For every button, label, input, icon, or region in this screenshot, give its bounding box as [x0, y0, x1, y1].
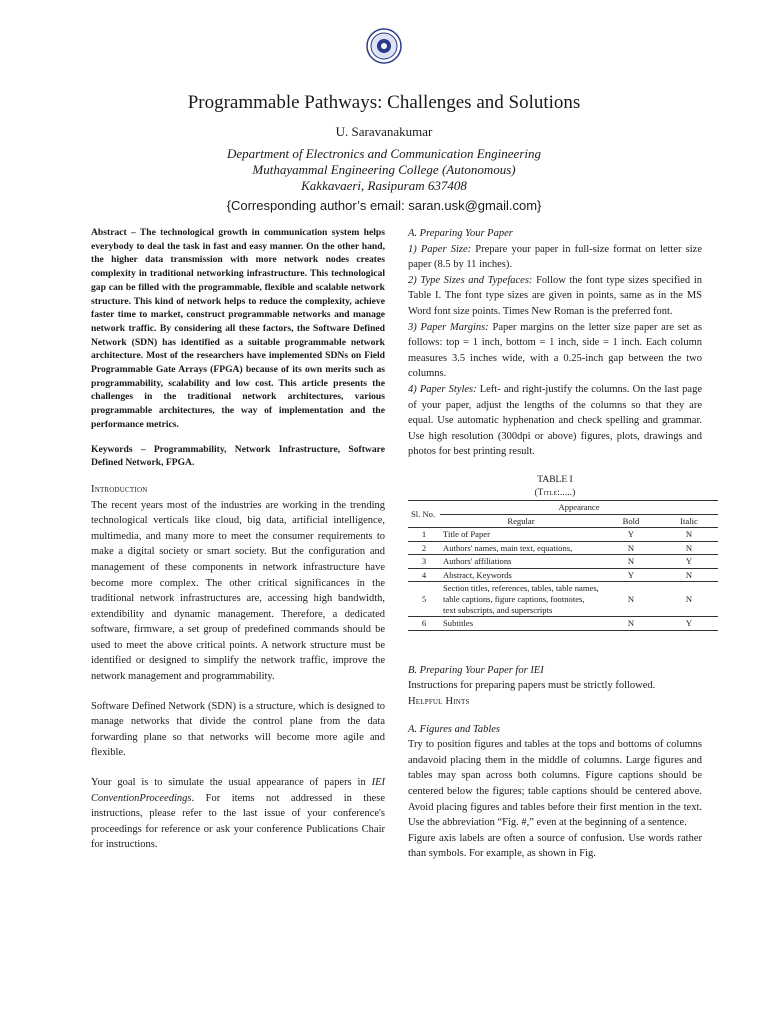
table-caption: TABLE I: [537, 474, 573, 485]
type-sizes-label: 2) Type Sizes and Typefaces:: [408, 274, 533, 286]
intro-p3-emphasis: IEI ConventionProceedings: [91, 777, 385, 804]
table-row: [408, 528, 718, 542]
table-cell-bold: N: [602, 617, 660, 631]
font-spec-table: [408, 500, 718, 631]
intro-paragraph-3: [91, 775, 385, 853]
paper-styles-label: 4) Paper Styles:: [408, 383, 477, 395]
table-head-italic: Italic: [660, 514, 718, 528]
table-cell-bold: N: [602, 541, 660, 555]
table-cell-bold: N: [602, 582, 660, 617]
paper-size-text: Prepare your paper in full-size format on letter size paper (8.5 by 11 inches).: [408, 243, 702, 271]
table-cell-bold: Y: [602, 528, 660, 542]
paper-margins-label: 3) Paper Margins:: [408, 321, 489, 333]
paper-margins-paragraph: [408, 320, 702, 382]
type-sizes-paragraph: [408, 273, 702, 320]
paper-size-paragraph: [408, 242, 702, 273]
table-cell-regular: Authors' names, main text, equations,: [440, 541, 602, 555]
section-b-text: Instructions for preparing papers must be strictly followed.: [408, 680, 656, 692]
table-cell-italic: Y: [660, 617, 718, 631]
table-cell-regular: Authors' affiliations: [440, 555, 602, 569]
table-cell-sl: 4: [408, 568, 440, 582]
intro-p3-start: Your goal is to simulate the usual appearance of papers in: [91, 777, 372, 789]
introduction-heading: Introduction: [91, 483, 148, 495]
left-column: [91, 226, 385, 853]
table-cell-sl: 1: [408, 528, 440, 542]
helpful-hints-heading: Helpful Hints: [408, 696, 470, 708]
table-cell-regular: Title of Paper: [440, 528, 602, 542]
affiliation-line: Muthayammal Engineering College (Autonomous): [252, 162, 516, 177]
paper-size-label: 1) Paper Size:: [408, 243, 472, 255]
intro-p3-end: . For items not addressed in these instructions, please refer to the last issue of your conference's proceedings for reference or ask your conference Publications Chair for instructions.: [91, 792, 385, 851]
table-head-sl: Sl. No.: [408, 500, 440, 527]
table-cell-sl: 2: [408, 541, 440, 555]
table-head-bold: Bold: [602, 514, 660, 528]
affiliation-line: Department of Electronics and Communication Engineering: [227, 146, 541, 161]
table-cell-regular: Abstract, Keywords: [440, 568, 602, 582]
table-cell-sl: 5: [408, 582, 440, 617]
keywords: Keywords – Programmability, Network Infrastructure, Software Defined Network, FPGA.: [91, 443, 385, 469]
table-row: [408, 541, 718, 555]
institution-seal-icon: [366, 28, 402, 64]
right-column: [408, 226, 702, 862]
type-sizes-text: Follow the font type sizes specified in Table I. The font type sizes are given in points, same as in the MS Word font size points. Times New Roman is the preferred font.: [408, 274, 702, 317]
table-cell-sl: 6: [408, 617, 440, 631]
paper-styles-text: Left- and right-justify the columns. On the last page of your paper, adjust the lengths of the columns so that they are equal. Use automatic hyphenation and check spelling and grammar. Use high resolution (300dpi or above) figures, plots, drawings and photos for best printing result.: [408, 383, 702, 458]
paper-title: Programmable Pathways: Challenges and Solutions: [187, 92, 581, 113]
table-cell-italic: N: [660, 541, 718, 555]
table-cell-regular: Section titles, references, tables, table names, table captions, figure captions, footnotes, text subscripts, and superscripts: [440, 582, 602, 617]
intro-paragraph-1: The recent years most of the industries are working in the trending technological verticals like cloud, big data, artificial intelligence, multimedia, and many more to meet the consumer requirements to make a digital society or smart society. But the configuration and management of these components in network infrastructure have become more complex. The other critical significances in the traditional network infrastructures are, accessing high bandwidth, extendibility and dynamic management. Therefore, a dedicated software, firmware, a set group of predefined commands should be used to meet the above critical points. A network structure must be identified or designed to simplify the network traffic, improve the network management and programmability.: [91, 499, 385, 683]
table-cell-italic: N: [660, 568, 718, 582]
table-head-appearance: Appearance: [440, 500, 718, 514]
table-cell-bold: N: [602, 555, 660, 569]
intro-paragraph-2: Software Defined Network (SDN) is a structure, which is designed to manage networks that divide the control plane from the data forwarding plane so that networks will become more agile and flexible.: [91, 700, 385, 759]
table-cell-italic: Y: [660, 555, 718, 569]
table-subcaption: (Title:.....): [534, 486, 576, 497]
section-a-heading: A. Preparing Your Paper: [408, 228, 513, 239]
table-cell-regular: Subtitles: [440, 617, 602, 631]
table-head-regular: Regular: [440, 514, 602, 528]
figures-paragraph-1: Try to position figures and tables at the tops and bottoms of columns andavoid placing them in the middle of columns. Large figures and tables may span across both columns. Figure captions should be centered below the figures; table captions should be centered above. Avoid placing figures and tables before their first mention in the text. Use the abbreviation “Fig. #,” even at the beginning of a sentence.: [408, 739, 702, 829]
corresponding-email: {Corresponding author’s email: saran.usk@gmail.com}: [226, 198, 542, 213]
paper-margins-text: Paper margins on the letter size paper are set as follows: top = 1 inch, bottom = 1 inch, side = 1 inch. Each column measures 3.5 inches wide, with a 0.25-inch gap between the two columns.: [408, 321, 702, 380]
figures-tables-heading: A. Figures and Tables: [408, 723, 500, 735]
table-cell-italic: N: [660, 582, 718, 617]
table-row: [408, 555, 718, 569]
abstract: Abstract – The technological growth in communication system helps everybody to deal the task in fast and easy manner. On the other hand, the higher data transmission with more network nodes creates complexity in traditional networking infrastructure. This technological gap can be filled with the programmable, flexible and scalable network structure. This kind of network helps to reduce the complexity, achieve faster time to market, construct programmable networks and manage network traffic. By considering all these factors, the Software Defined Network (SDN) has identified as a suitable programmable network architecture. Most of the researchers have implemented SDNs on Field Programmable Gate Arrays (FPGA) because of its own merits such as programmability, scalability and low cost. This article presents the challenges in the traditional network architectures, various programmable architectures, the way of implementation and the performance metrics.: [91, 227, 385, 430]
table-row: [408, 568, 718, 582]
table-cell-italic: N: [660, 528, 718, 542]
table-cell-bold: Y: [602, 568, 660, 582]
affiliation: [0, 146, 768, 194]
affiliation-line: Kakkavaeri, Rasipuram 637408: [301, 178, 467, 193]
table-row: [408, 617, 718, 631]
table-cell-sl: 3: [408, 555, 440, 569]
figures-paragraph-2: Figure axis labels are often a source of confusion. Use words rather than symbols. For example, as shown in Fig.: [408, 832, 702, 860]
paper-styles-paragraph: [408, 382, 702, 460]
section-b-heading: B. Preparing Your Paper for IEI: [408, 664, 544, 676]
table-row: [408, 582, 718, 617]
author-name: U. Saravanakumar: [335, 124, 433, 139]
